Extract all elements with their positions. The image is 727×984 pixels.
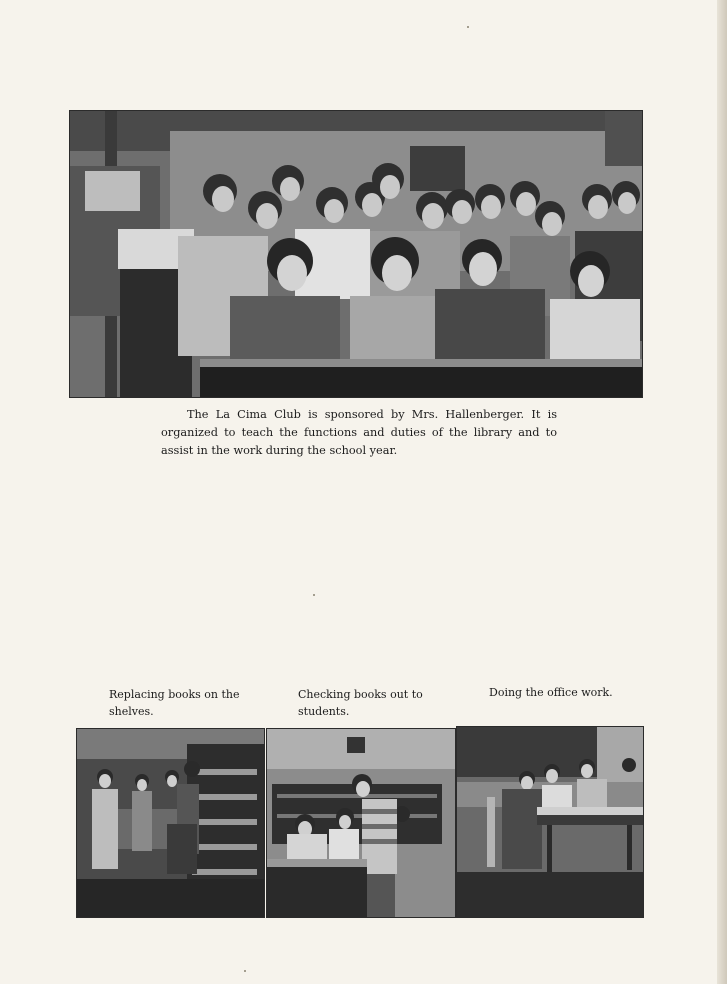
paper-speck [244, 970, 246, 972]
paper-speck [313, 594, 315, 596]
main-caption: The La Cima Club is sponsored by Mrs. Hallenberger. It is organized to teach the functions and duties of the library and to assist in the work during the school year. [161, 408, 557, 457]
group-photo [69, 110, 643, 398]
shelves-photo [76, 728, 265, 918]
page-edge [717, 0, 727, 984]
office-photo [456, 726, 644, 918]
checkout-photo [266, 728, 456, 918]
caption-checking-books: Checking books out to students. [298, 688, 423, 718]
caption-replacing-books: Replacing books on the shelves. [109, 688, 240, 718]
caption-office-work: Doing the office work. [489, 686, 613, 699]
paper-speck [467, 26, 469, 28]
